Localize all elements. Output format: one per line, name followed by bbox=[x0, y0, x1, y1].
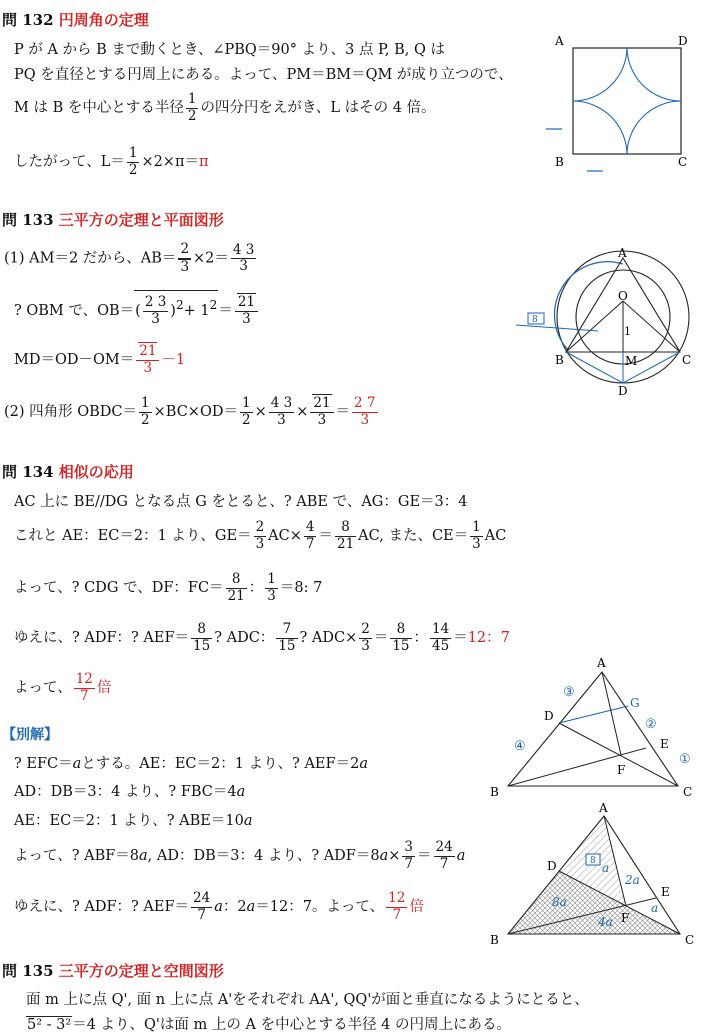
p135-line-2: 5² - 3²＝4 より、Q'は面 m 上の A を中心とする半径 4 の円周上にある。 bbox=[27, 1017, 512, 1033]
p134-line-3: よって、? CDG で、DF：FC＝ $\frac{8}{21}$ ： $\frac{1}{3}$ ＝8: 7 bbox=[14, 571, 323, 604]
label-E: E bbox=[661, 885, 670, 899]
square-root: 5² - 3² bbox=[27, 1017, 72, 1033]
p134-alt-line-2: AD：DB＝3：4 より、? FBC＝4a bbox=[14, 784, 246, 800]
p132-line-4: したがって、L＝ $\frac{1}{2}$ ×2×π＝π bbox=[14, 145, 209, 178]
label-C: C bbox=[678, 155, 688, 169]
label-E: E bbox=[660, 737, 669, 751]
segment-OC bbox=[623, 301, 680, 352]
problem-label: 問 135 bbox=[2, 962, 54, 980]
fraction: $\frac{1}{2}$ bbox=[187, 91, 197, 124]
label-A: A bbox=[618, 246, 627, 260]
p134-line-5: よって、 $\frac{12}{7}$ 倍 bbox=[14, 671, 112, 704]
p134-alt-line-4: よって、? ABF＝8a, AD：DB＝3：4 より、? ADF＝8a× $\frac{3}{7}$ ＝ $\frac{24}{7}$ a bbox=[14, 839, 466, 872]
label-G: G bbox=[630, 696, 640, 710]
figure-132-square-astroid bbox=[540, 30, 700, 180]
svg-text:2a: 2a bbox=[625, 873, 640, 887]
p133-line-2: ? OBM で、OB＝( $\frac{2 3}{3}$ )$^2+ 1^2=$ $\frac{21}{3}$ bbox=[14, 290, 260, 327]
label-A: A bbox=[597, 656, 606, 670]
problem-label: 問 132 bbox=[2, 11, 54, 29]
p134-alt-line-5: ゆえに、? ADF：? AEF＝ $\frac{24}{7}$ a：2a＝12：7。よって、 $\frac{12}{7}$ 倍 bbox=[14, 890, 424, 923]
p134-line-2: これと AE：EC＝2：1 より、GE＝ $\frac{2}{3}$ AC× $\frac{4}{7}$ ＝ $\frac{8}{21}$ AC, また、CE＝ $\frac{1}{3}$ AC bbox=[14, 519, 507, 552]
problem-topic: 三平方の定理と空間図形 bbox=[58, 962, 224, 980]
label-B: B bbox=[555, 353, 564, 367]
figure-134-triangle bbox=[480, 650, 705, 800]
label-A: A bbox=[555, 34, 564, 48]
label-A: A bbox=[599, 801, 608, 815]
svg-text:③: ③ bbox=[563, 685, 575, 700]
label-D: D bbox=[544, 709, 554, 723]
figure-134-area-ratios bbox=[480, 798, 705, 948]
p134-line-1: AC 上に BE//DG となる点 G をとると、? ABE で、AG：GE＝3：4 bbox=[14, 494, 468, 510]
svg-text:②: ② bbox=[645, 717, 657, 732]
svg-text:8a: 8a bbox=[552, 895, 567, 909]
problem-132-heading bbox=[2, 9, 149, 30]
label-B: B bbox=[555, 155, 564, 169]
p134-line-4: ゆえに、? ADF：? AEF＝ $\frac{8}{15}$ ? ADC： $\frac{7}{15}$ ? ADC× $\frac{2}{3}$ ＝ $\frac{8}{15}$ ： $\frac{14}{45}$ ＝12：7 bbox=[14, 621, 510, 654]
label-C: C bbox=[682, 353, 692, 367]
answer: π bbox=[199, 154, 209, 171]
label-C: C bbox=[685, 933, 695, 947]
p132-line-3: M は B を中心とする半径 $\frac{1}{2}$ の四分円をえがき、L はその 4 倍。 bbox=[14, 91, 436, 124]
label-M: M bbox=[625, 354, 638, 368]
label-1: 1 bbox=[624, 325, 631, 338]
p134-alt-line-1: ? EFC＝aとする。AE：EC＝2：1 より、? AEF＝2a bbox=[14, 756, 368, 772]
segment-DG bbox=[559, 706, 628, 723]
label-D: D bbox=[678, 34, 688, 48]
label-D: D bbox=[618, 384, 628, 398]
p133-line-3: MD＝OD－OM＝ $\frac{21}{3}$ －1 bbox=[14, 343, 186, 376]
label-C: C bbox=[683, 785, 693, 799]
label-B: B bbox=[490, 785, 499, 799]
svg-text:8: 8 bbox=[590, 856, 596, 866]
segment-BD bbox=[566, 352, 623, 383]
label-B: B bbox=[490, 933, 499, 947]
svg-text:a: a bbox=[602, 861, 610, 875]
alternative-solution-label: 【別解】 bbox=[2, 727, 58, 743]
p135-line-1: 面 m 上に点 Q', 面 n 上に点 A'をそれぞれ AA', QQ'が面と垂直になるようにとると、 bbox=[26, 992, 589, 1008]
p134-alt-line-3: AE：EC＝2：1 より、? ABE＝10a bbox=[14, 813, 253, 829]
problem-label: 問 134 bbox=[2, 463, 54, 481]
segment-OB bbox=[566, 301, 623, 352]
p133-line-4: (2) 四角形 OBDC＝ $\frac{1}{2}$ ×BC×OD＝ $\frac{1}{2}$ × $\frac{4 3}{3}$ × $\frac{21}{3}$ ＝ $\frac{2 7}{3}$ bbox=[4, 395, 376, 428]
label-D: D bbox=[547, 859, 557, 873]
p132-line-1: P が A から B まで動くとき、∠PBQ＝90° より、3 点 P, B, Q は bbox=[14, 42, 445, 58]
problem-topic: 三平方の定理と平面図形 bbox=[58, 211, 224, 229]
label-O: O bbox=[618, 289, 628, 303]
segment-AF bbox=[602, 672, 621, 755]
svg-text:①: ① bbox=[679, 752, 691, 767]
problem-134-heading bbox=[2, 461, 134, 482]
quarter-circle-arcs bbox=[573, 48, 681, 154]
fraction: $\frac{1}{2}$ bbox=[128, 145, 138, 178]
problem-label: 問 133 bbox=[2, 211, 54, 229]
square-root: ( $\frac{2 3}{3}$ )$^2+ 1^2$ bbox=[134, 290, 218, 327]
square bbox=[573, 48, 681, 154]
figure-133-inscribed-triangle bbox=[510, 232, 710, 402]
problem-topic: 相似の応用 bbox=[58, 463, 134, 481]
svg-text:④: ④ bbox=[514, 739, 526, 754]
problem-135-heading bbox=[2, 960, 224, 981]
svg-text:a: a bbox=[651, 901, 659, 915]
answer: 12：7 bbox=[467, 630, 510, 647]
problem-133-heading bbox=[2, 209, 224, 230]
problem-topic: 円周角の定理 bbox=[58, 11, 149, 29]
svg-text:8: 8 bbox=[532, 315, 538, 325]
p132-line-2: PQ を直径とする円周上にある。よって、PM＝BM＝QM が成り立つので、 bbox=[14, 67, 513, 83]
p133-line-1: (1) AM＝2 だから、AB＝ $\frac{2}{3}$ ×2＝ $\frac{4 3}{3}$ bbox=[4, 241, 255, 275]
label-F: F bbox=[621, 911, 630, 925]
svg-text:4a: 4a bbox=[598, 915, 613, 929]
label-F: F bbox=[617, 763, 626, 777]
